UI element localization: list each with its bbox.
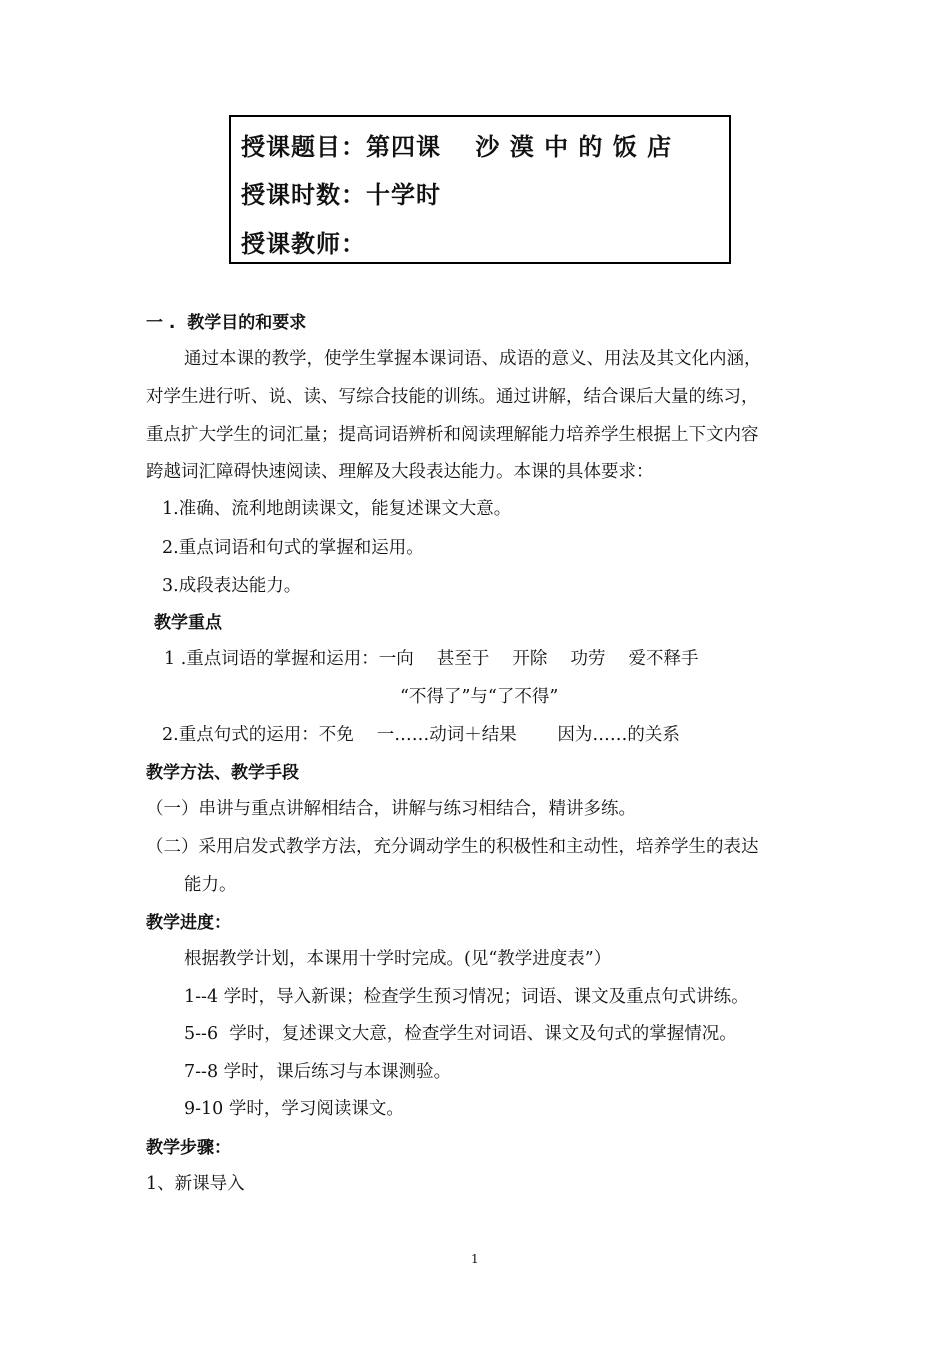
section-heading-progress: 教学进度： bbox=[146, 913, 231, 933]
section-heading-key-points: 教学重点 bbox=[154, 613, 222, 633]
section-heading-steps: 教学步骤： bbox=[146, 1138, 231, 1158]
method-item: （一）串讲与重点讲解相结合，讲解与练习相结合，精讲多练。 bbox=[146, 799, 636, 819]
key-point-item: 1 .重点词语的掌握和运用：一向 甚至于 开除 功劳 爱不释手 bbox=[164, 649, 699, 669]
objectives-paragraph-line: 跨越词汇障碍快速阅读、理解及大段表达能力。本课的具体要求： bbox=[146, 462, 654, 482]
page-number: 1 bbox=[471, 1252, 479, 1266]
requirement-item: 2.重点词语和句式的掌握和运用。 bbox=[162, 538, 424, 558]
requirement-item: 3.成段表达能力。 bbox=[162, 576, 302, 596]
course-teacher: 授课教师： bbox=[241, 230, 366, 258]
key-point-item-continuation: “不得了”与“了不得” bbox=[400, 687, 559, 707]
objectives-paragraph-line: 重点扩大学生的词汇量；提高词语辨析和阅读理解能力培养学生根据上下文内容 bbox=[146, 425, 759, 445]
objectives-paragraph-line: 对学生进行听、说、读、写综合技能的训练。通过讲解，结合课后大量的练习， bbox=[146, 387, 759, 407]
course-title: 授课题目：第四课 沙 漠 中 的 饭 店 bbox=[241, 133, 673, 161]
section-heading-methods: 教学方法、教学手段 bbox=[146, 763, 299, 783]
progress-item: 5--6 学时，复述课文大意，检查学生对词语、课文及句式的掌握情况。 bbox=[184, 1024, 737, 1044]
method-item-continuation: 能力。 bbox=[184, 875, 237, 895]
progress-item: 7--8 学时，课后练习与本课测验。 bbox=[184, 1062, 452, 1082]
objectives-paragraph-line: 通过本课的教学，使学生掌握本课词语、成语的意义、用法及其文化内涵， bbox=[184, 349, 762, 369]
course-hours: 授课时数：十学时 bbox=[241, 181, 441, 209]
key-point-item: 2.重点句式的运用：不免 一……动词＋结果 因为……的关系 bbox=[162, 725, 680, 745]
course-header-box bbox=[229, 115, 731, 264]
progress-item: 9-10 学时，学习阅读课文。 bbox=[184, 1099, 404, 1119]
progress-intro: 根据教学计划，本课用十学时完成。(见“教学进度表”） bbox=[184, 949, 612, 969]
method-item: （二）采用启发式教学方法，充分调动学生的积极性和主动性，培养学生的表达 bbox=[146, 837, 759, 857]
progress-item: 1--4 学时，导入新课；检查学生预习情况；词语、课文及重点句式讲练。 bbox=[184, 987, 749, 1007]
step-item: 1、新课导入 bbox=[146, 1174, 245, 1194]
section-heading-objectives: 一 . 教学目的和要求 bbox=[146, 313, 307, 333]
requirement-item: 1.准确、流利地朗读课文，能复述课文大意。 bbox=[162, 499, 512, 519]
